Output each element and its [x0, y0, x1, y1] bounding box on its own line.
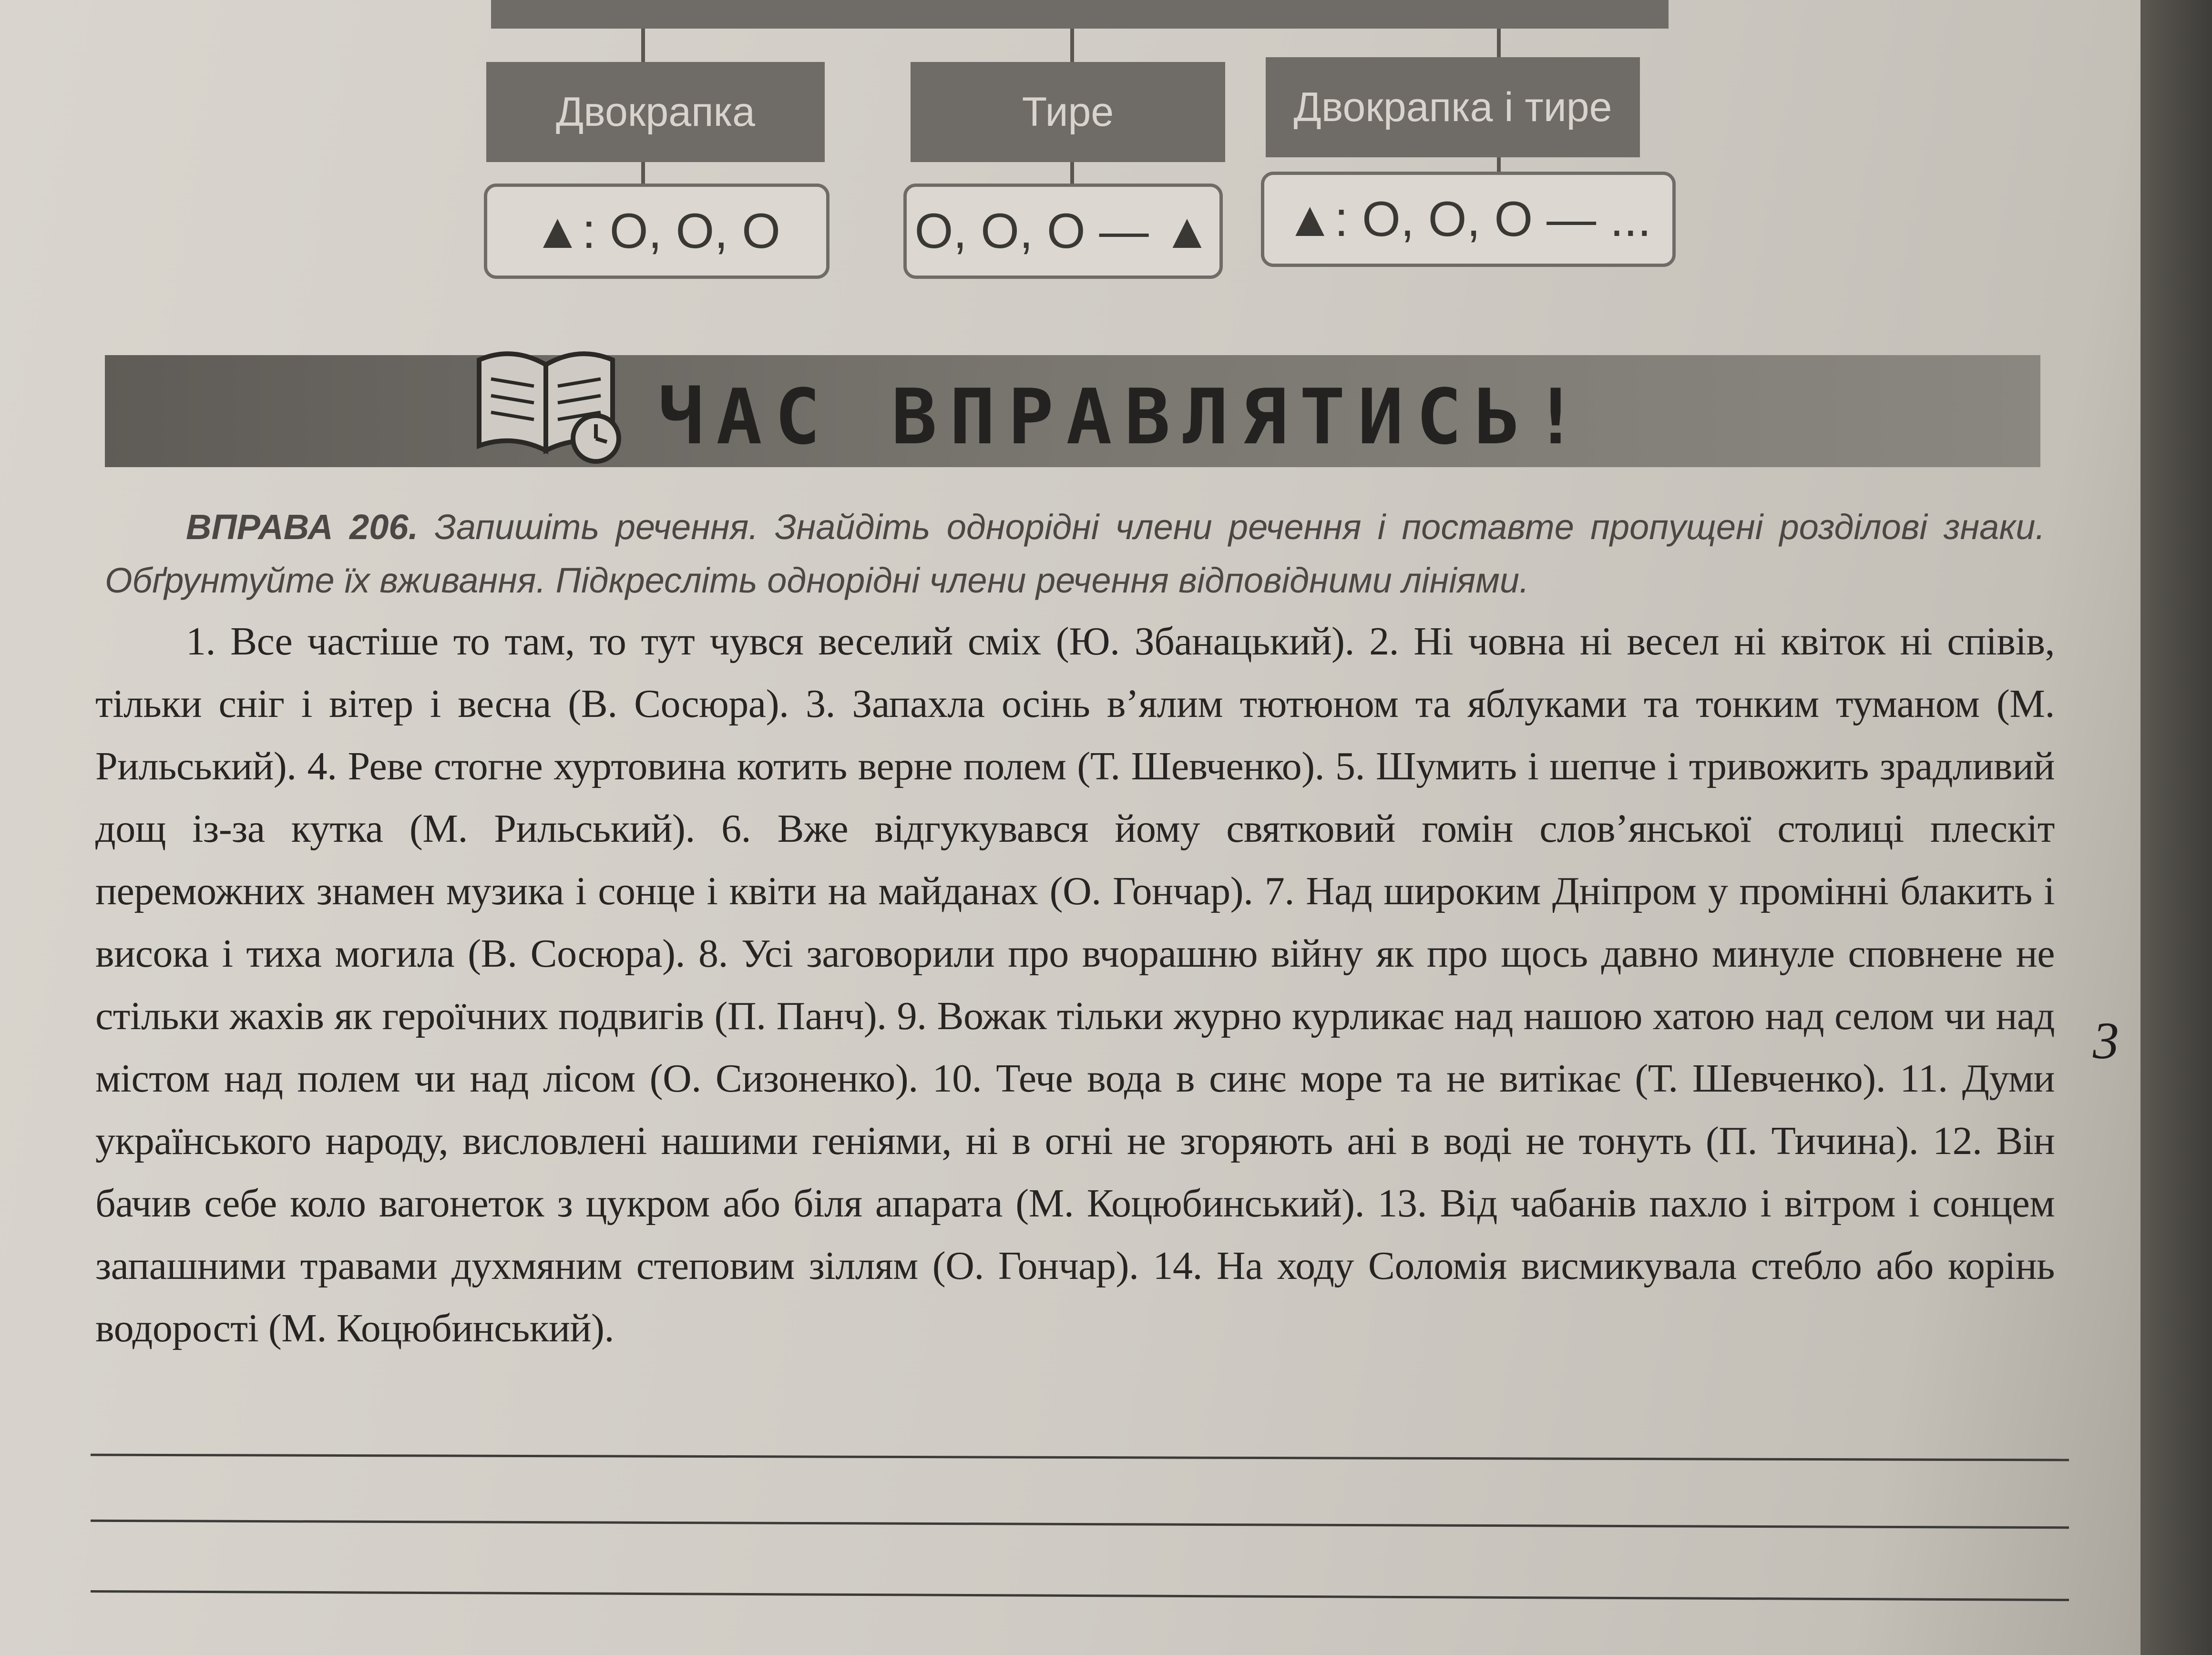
handwritten-margin-note: 3: [2093, 1011, 2119, 1070]
exercise-label: ВПРАВА 206.: [186, 507, 419, 547]
category-label: Тире: [1022, 89, 1114, 135]
diagram-header-bar: [491, 0, 1669, 29]
scheme-text: О, О, О — ▲: [914, 203, 1212, 259]
category-box-dash: [911, 62, 1225, 162]
scheme-text: ▲: О, О, О: [533, 203, 780, 259]
exercise-sentences: 1. Все частіше то там, то тут чувся веселий сміх (Ю. Збанацький). 2. Ні човна ні весел ні квіток ні співів, тільки сніг і вітер і весна (В. Сосюра). 3. Запахла осінь в’ялим тютюном та яблуками та тонким туманом (М. Рильський). 4. Реве стогне хуртовина котить верне полем (Т. Шевченко). 5. Шумить і шепче і тривожить зрадливий дощ із-за кутка (М. Рильський). 6. Вже відгукувався йому святковий гомін слов’янської столиці плескіт переможних знамен музика і сонце і квіти на майданах (О. Гончар). 7. Над широким Дніпром у промінні блакить і висока і тиха могила (В. Сосюра). 8. Усі заговорили про вчорашню війну як про щось давно минуле сповнене не стільки жахів як героїчних подвигів (П. Панч). 9. Вожак тільки журно курликає над нашою хатою над селом чи над містом над полем чи над лісом (О. Сизоненко). 10. Тече вода в синє море та не витікає (Т. Шевченко). 11. Думи українського народу, висловлені нашими геніями, ні в огні не згоряють ані в воді не тонуть (П. Тичина). 12. Він бачив себе коло вагонеток з цукром або біля апарата (М. Коцюбинський). 13. Від чабанів пахло і вітром і сонцем запашними травами духмяним степовим зіллям (О. Гончар). 14. На ходу Соломія висмикувала стебло або корінь водорості (М. Коцюбинський).: [95, 619, 2055, 1350]
answer-line: [91, 1454, 2069, 1461]
book-clock-icon: [470, 341, 627, 467]
book-spine-edge: [2140, 0, 2212, 1655]
exercise-instruction-text: Запишіть речення. Знайдіть однорідні члени речення і поставте пропущені розділові знаки. Обґрунтуйте їх вживання. Підкресліть однорідні члени речення відповідними лініями.: [105, 507, 2045, 600]
category-box-colon: [486, 62, 825, 162]
category-box-colon-and-dash: [1266, 57, 1640, 157]
answer-line: [91, 1520, 2069, 1529]
scheme-box-colon: [484, 184, 830, 279]
section-title: ЧАС ВПРАВЛЯТИСЬ!: [658, 372, 1591, 461]
answer-line: [91, 1590, 2069, 1601]
scheme-box-dash: [903, 184, 1223, 279]
scheme-box-colon-and-dash: [1261, 172, 1676, 267]
scheme-text: ▲: О, О, О — ...: [1285, 191, 1651, 247]
exercise-instruction: [105, 501, 2045, 607]
category-label: Двокрапка і тире: [1293, 84, 1612, 130]
category-label: Двокрапка: [556, 89, 755, 135]
